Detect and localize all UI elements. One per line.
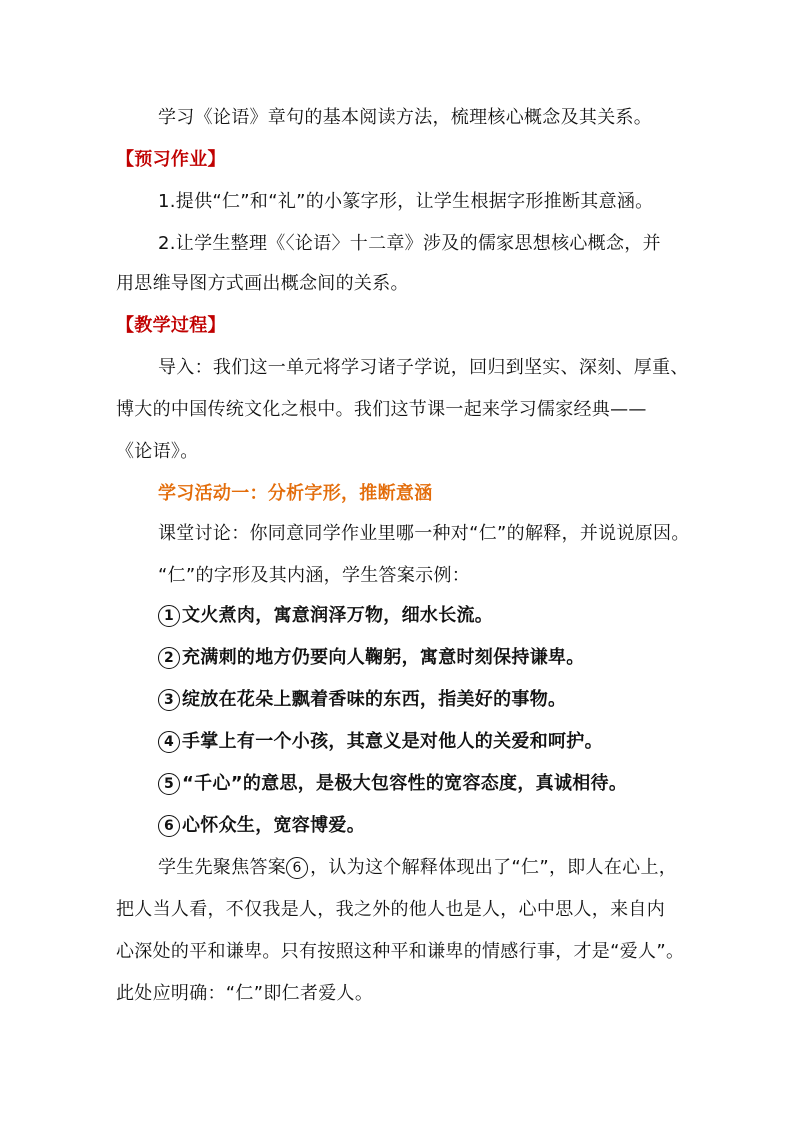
answer-text: 充满刺的地方仍要向人鞠躬，寓意时刻保持谦卑。 bbox=[182, 647, 585, 668]
preview-heading: 【预习作业】 bbox=[116, 149, 226, 170]
answer-number: 6 bbox=[158, 815, 180, 837]
answer-number: 2 bbox=[158, 647, 180, 669]
answer-item bbox=[158, 688, 566, 712]
answer-item bbox=[158, 730, 603, 754]
answer-text: 心怀众生，宽容博爱。 bbox=[182, 815, 365, 836]
preview-item-2-line-2: 用思维导图方式画出概念间的关系。 bbox=[116, 273, 409, 294]
answer-number: 1 bbox=[158, 605, 180, 627]
preview-item-2-line-1: 2.让学生整理《〈论语〉十二章》涉及的儒家思想核心概念，并 bbox=[158, 233, 661, 254]
focus-line-4: 此处应明确：“仁”即仁者爱人。 bbox=[116, 983, 374, 1004]
answer-item bbox=[158, 604, 493, 628]
answer-text: 手掌上有一个小孩，其意义是对他人的关爱和呵护。 bbox=[182, 731, 603, 752]
preview-item-1: 1.提供“仁”和“礼”的小篆字形，让学生根据字形推断其意涵。 bbox=[158, 191, 654, 212]
examples-intro: “仁”的字形及其内涵，学生答案示例： bbox=[158, 565, 471, 586]
focus-line-1-end: ，认为这个解释体现出了“仁”，即人在心上， bbox=[310, 857, 678, 878]
answer-ref-number: 6 bbox=[286, 857, 308, 879]
answer-number: 4 bbox=[158, 731, 180, 753]
focus-line-1 bbox=[158, 856, 677, 880]
discussion-text: 课堂讨论：你同意同学作业里哪一种对“仁”的解释，并说说原因。 bbox=[158, 523, 690, 544]
answer-text: 绽放在花朵上飘着香味的东西，指美好的事物。 bbox=[182, 689, 567, 710]
intro-text: 学习《论语》章句的基本阅读方法，梳理核心概念及其关系。 bbox=[158, 107, 653, 128]
answer-text: “千心”的意思，是极大包容性的宽容态度，真诚相待。 bbox=[182, 773, 628, 794]
lead-line-1: 导入：我们这一单元将学习诸子学说，回归到坚实、深刻、厚重、 bbox=[158, 357, 689, 378]
answer-item bbox=[158, 772, 627, 796]
focus-line-2: 把人当人看，不仅我是人，我之外的他人也是人，心中思人，来自内 bbox=[116, 899, 665, 920]
lead-line-2: 博大的中国传统文化之根中。我们这节课一起来学习儒家经典—— bbox=[116, 399, 647, 420]
answer-item bbox=[158, 646, 585, 670]
process-heading: 【教学过程】 bbox=[116, 315, 226, 336]
answer-text: 文火煮肉，寓意润泽万物，细水长流。 bbox=[182, 605, 494, 626]
answer-item bbox=[158, 814, 365, 838]
focus-line-3: 心深处的平和谦卑。只有按照这种平和谦卑的情感行事，才是“爱人”。 bbox=[116, 941, 685, 962]
activity-title: 学习活动一：分析字形，推断意涵 bbox=[158, 483, 433, 504]
focus-line-1-start: 学生先聚焦答案 bbox=[158, 857, 287, 878]
answer-number: 3 bbox=[158, 689, 180, 711]
answer-number: 5 bbox=[158, 773, 180, 795]
lead-line-3: 《论语》。 bbox=[116, 441, 199, 462]
